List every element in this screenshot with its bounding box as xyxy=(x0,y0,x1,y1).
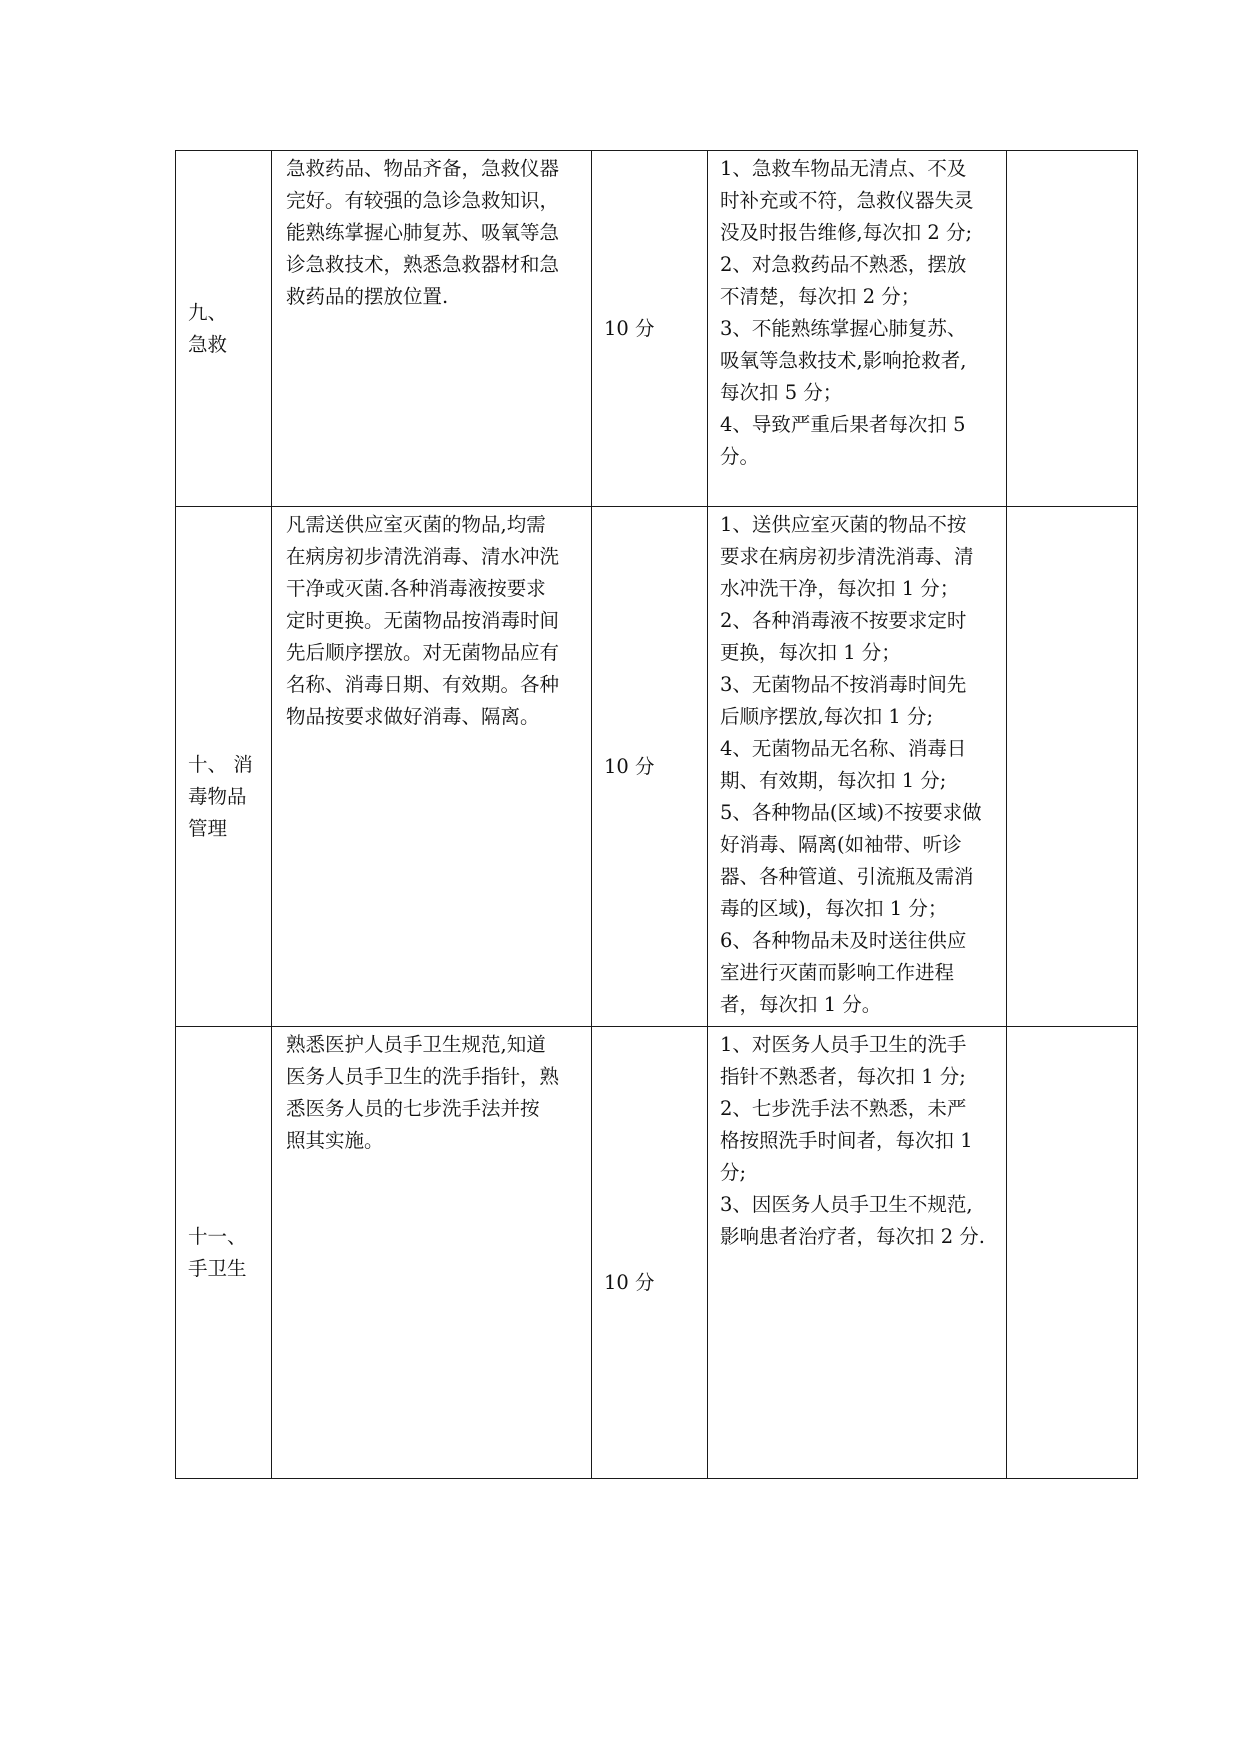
requirement-line: 医务人员手卫生的洗手指针，熟 xyxy=(286,1065,560,1088)
rule-line: 2、七步洗手法不熟悉，未严 xyxy=(720,1097,967,1120)
requirement-line: 先后顺序摆放。对无菌物品应有 xyxy=(286,641,560,664)
item-label-line: 十一、 xyxy=(188,1224,247,1248)
rule-line: 好消毒、隔离(如袖带、听诊 xyxy=(720,833,962,856)
table-row xyxy=(176,1027,1138,1479)
requirement-line: 急救药品、物品齐备，急救仪器 xyxy=(286,157,560,180)
requirement-line: 悉医务人员的七步洗手法并按 xyxy=(286,1097,540,1120)
score-value: 10 分 xyxy=(604,316,655,340)
rule-line: 要求在病房初步清洗消毒、清 xyxy=(720,545,974,568)
assessment-table xyxy=(175,150,1138,1479)
rule-line: 期、有效期，每次扣 1 分; xyxy=(720,769,947,792)
requirement-line: 在病房初步清洗消毒、清水冲洗 xyxy=(286,545,560,568)
deduction-rules-cell xyxy=(708,151,1007,507)
requirement-line: 凡需送供应室灭菌的物品,均需 xyxy=(286,513,546,536)
item-label-line: 管理 xyxy=(188,816,228,840)
remark-cell xyxy=(1007,507,1138,1027)
rule-line: 1、送供应室灭菌的物品不按 xyxy=(720,513,967,536)
rule-line: 5、各种物品(区域)不按要求做 xyxy=(720,801,982,824)
rule-line: 后顺序摆放,每次扣 1 分; xyxy=(720,705,934,728)
rule-line: 2、对急救药品不熟悉，摆放 xyxy=(720,253,967,276)
requirement-line: 救药品的摆放位置. xyxy=(286,285,449,308)
item-cell xyxy=(176,507,272,1027)
score-cell xyxy=(592,1027,708,1479)
rule-line: 格按照洗手时间者，每次扣 1 xyxy=(720,1129,973,1152)
requirement-line: 定时更换。无菌物品按消毒时间 xyxy=(286,609,560,632)
item-label-line: 手卫生 xyxy=(188,1256,247,1280)
requirement-line: 完好。有较强的急诊急救知识， xyxy=(286,189,560,212)
requirement-line: 诊急救技术，熟悉急救器材和急 xyxy=(286,253,560,276)
rule-line: 2、各种消毒液不按要求定时 xyxy=(720,609,967,632)
rule-line: 不清楚，每次扣 2 分； xyxy=(720,285,921,308)
requirement-cell xyxy=(272,1027,592,1479)
deduction-rules-cell xyxy=(708,507,1007,1027)
item-label-line: 十、 消 xyxy=(188,752,253,776)
rule-line: 每次扣 5 分； xyxy=(720,381,843,404)
item-label-line: 毒物品 xyxy=(188,784,247,808)
rule-line: 6、各种物品未及时送往供应 xyxy=(720,929,967,952)
rule-line: 分。 xyxy=(720,445,760,468)
item-cell xyxy=(176,151,272,507)
rule-line: 时补充或不符，急救仪器失灵 xyxy=(720,189,974,212)
requirement-cell xyxy=(272,507,592,1027)
rule-line: 1、对医务人员手卫生的洗手 xyxy=(720,1033,967,1056)
table-row xyxy=(176,151,1138,507)
requirement-cell xyxy=(272,151,592,507)
item-label-line: 九、 xyxy=(188,300,228,324)
rule-line: 4、导致严重后果者每次扣 5 xyxy=(720,413,966,436)
rule-line: 3、不能熟练掌握心肺复苏、 xyxy=(720,317,967,340)
rule-line: 者，每次扣 1 分。 xyxy=(720,993,882,1016)
rule-line: 4、无菌物品无名称、消毒日 xyxy=(720,737,967,760)
rule-line: 3、无菌物品不按消毒时间先 xyxy=(720,673,967,696)
score-cell xyxy=(592,151,708,507)
requirement-line: 干净或灭菌.各种消毒液按要求 xyxy=(286,577,546,600)
requirement-line: 熟悉医护人员手卫生规范,知道 xyxy=(286,1033,546,1056)
remark-cell xyxy=(1007,151,1138,507)
rule-line: 更换，每次扣 1 分； xyxy=(720,641,901,664)
rule-line: 指针不熟悉者，每次扣 1 分; xyxy=(720,1065,966,1088)
requirement-line: 照其实施。 xyxy=(286,1129,384,1152)
table-row xyxy=(176,507,1138,1027)
rule-line: 毒的区域)，每次扣 1 分； xyxy=(720,897,948,920)
requirement-line: 名称、消毒日期、有效期。各种 xyxy=(286,673,560,696)
rule-line: 吸氧等急救技术,影响抢救者, xyxy=(720,349,967,372)
rule-line: 器、各种管道、引流瓶及需消 xyxy=(720,865,974,888)
rule-line: 室进行灭菌而影响工作进程 xyxy=(720,961,955,984)
requirement-line: 能熟练掌握心肺复苏、吸氧等急 xyxy=(286,221,560,244)
rule-line: 没及时报告维修,每次扣 2 分; xyxy=(720,221,973,244)
deduction-rules-cell xyxy=(708,1027,1007,1479)
requirement-line: 物品按要求做好消毒、隔离。 xyxy=(286,705,540,728)
item-label-line: 急救 xyxy=(188,332,228,356)
score-value: 10 分 xyxy=(604,754,655,778)
rule-line: 分; xyxy=(720,1161,747,1184)
rule-line: 3、因医务人员手卫生不规范, xyxy=(720,1193,973,1216)
remark-cell xyxy=(1007,1027,1138,1479)
rule-line: 1、急救车物品无清点、不及 xyxy=(720,157,967,180)
rule-line: 影响患者治疗者，每次扣 2 分. xyxy=(720,1225,986,1248)
rule-line: 水冲洗干净，每次扣 1 分； xyxy=(720,577,960,600)
item-cell xyxy=(176,1027,272,1479)
score-cell xyxy=(592,507,708,1027)
score-value: 10 分 xyxy=(604,1270,655,1294)
